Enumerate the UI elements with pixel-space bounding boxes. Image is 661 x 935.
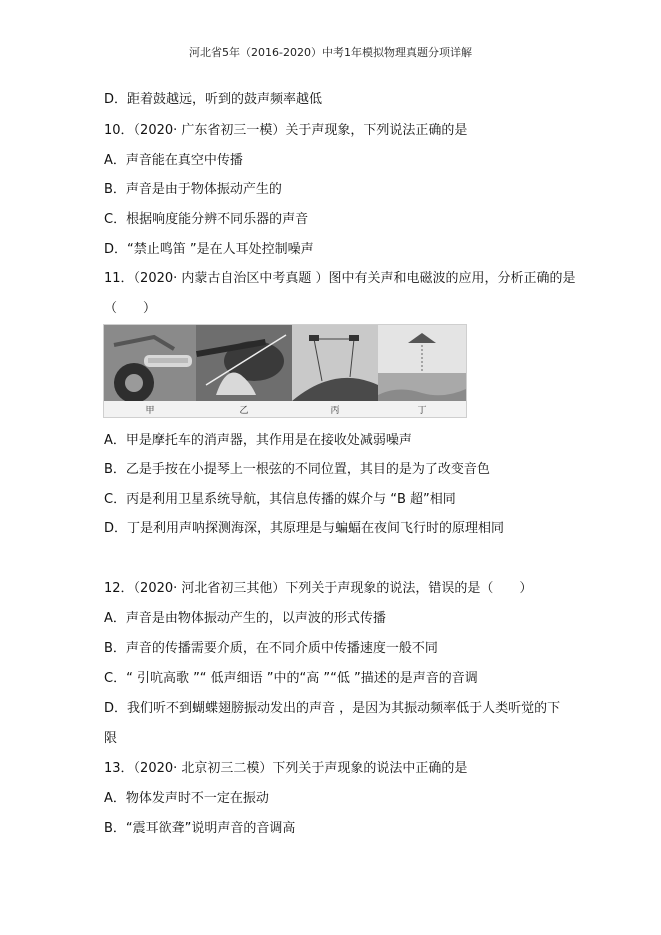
satellite-image	[292, 325, 378, 401]
text-line: D．丁是利用声呐探测海深，其原理是与蝙蝠在夜间飞行时的原理相同	[104, 521, 505, 536]
text-line: A．声音能在真空中传播	[104, 153, 243, 168]
text-line: A．物体发声时不一定在振动	[104, 791, 269, 806]
text-line: C．“ 引吭高歌 ”“ 低声细语 ”中的“高 ”“低 ”描述的是声音的音调	[104, 671, 478, 686]
motorcycle-image	[104, 325, 196, 401]
violin-image	[196, 325, 292, 401]
figure-caption-yi: 乙	[239, 406, 249, 416]
text-line: D．我们听不到蝴蝶翅膀振动发出的声音 ，是因为其振动频率低于人类听觉的下	[104, 701, 561, 716]
figure-caption-bing: 丙	[330, 406, 340, 416]
text-line: 限	[104, 731, 118, 746]
text-line: （ ）	[104, 301, 157, 316]
text-line: D．距着鼓越远，听到的鼓声频率越低	[104, 92, 323, 107]
page-header: 河北省5年（2016-2020）中考1年模拟物理真题分项详解	[189, 46, 472, 59]
figure-caption-ding: 丁	[417, 406, 427, 416]
text-line: D．“禁止鸣笛 ”是在人耳处控制噪声	[104, 242, 314, 257]
text-line: A．甲是摩托车的消声器，其作用是在接收处减弱噪声	[104, 433, 412, 448]
text-line: 13．（2020· 北京初三二模）下列关于声现象的说法中正确的是	[104, 761, 468, 776]
figure-caption-jia: 甲	[145, 406, 155, 416]
text-line: C．根据响度能分辨不同乐器的声音	[104, 212, 309, 227]
text-line: A．声音是由物体振动产生的，以声波的形式传播	[104, 611, 386, 626]
text-line: C．丙是利用卫星系统导航，其信息传播的媒介与 “B 超”相同	[104, 492, 456, 507]
text-line: B．声音的传播需要介质，在不同介质中传播速度一般不同	[104, 641, 438, 656]
text-line: 12．（2020· 河北省初三其他）下列关于声现象的说法，错误的是（ ）	[104, 581, 533, 596]
text-line: B．声音是由于物体振动产生的	[104, 182, 282, 197]
text-line: 11．（2020· 内蒙古自治区中考真题 ）图中有关声和电磁波的应用，分析正确的是	[104, 271, 576, 286]
text-line: B．“震耳欲聋”说明声音的音调高	[104, 821, 296, 836]
question-figure	[103, 324, 467, 418]
text-line: 10．（2020· 广东省初三一模）关于声现象，下列说法正确的是	[104, 123, 468, 138]
sonar-image	[378, 325, 466, 401]
text-line: B．乙是手按在小提琴上一根弦的不同位置，其目的是为了改变音色	[104, 462, 490, 477]
